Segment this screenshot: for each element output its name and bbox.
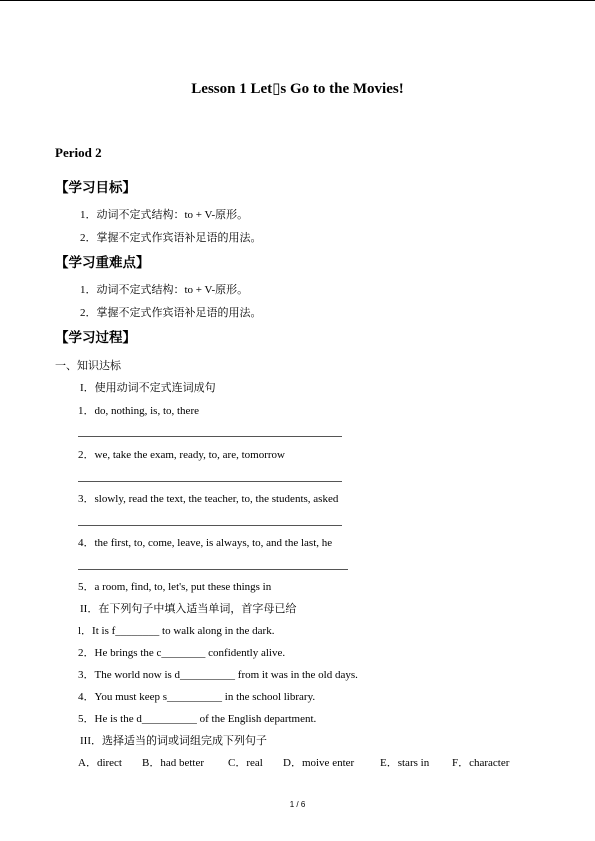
question-item: 5．He is the d__________ of the English department. [78,713,317,725]
question-item: 2．we, take the exam, ready, to, are, tomorrow [78,449,285,461]
option-item: F．character [452,757,510,769]
question-item: 3．slowly, read the text, the teacher, to, the students, asked [78,493,339,505]
question-item: 3．The world now is d__________ from it was in the old days. [78,669,358,681]
question-item: 1．do, nothing, is, to, there [78,405,199,417]
part-one-label: 一、知识达标 [55,360,121,372]
key-point-item: 2．掌握不定式作宾语补足语的用法。 [80,307,262,319]
section3-label: III．选择适当的词或词组完成下列句子 [80,735,267,747]
objective-item: 1．动词不定式结构：to + V-原形。 [80,209,249,221]
section2-label: II．在下列句子中填入适当单词，首字母已给 [80,603,297,615]
option-item: C．real [228,757,263,769]
question-item: 4．the first, to, come, leave, is always, to, and the last, he [78,537,333,549]
option-item: B．had better [142,757,205,769]
process-heading: 【学习过程】 [55,330,136,346]
top-border [0,0,595,1]
question-item: 5．a room, find, to, let's, put these things in [78,581,272,593]
answer-line[interactable] [78,436,342,437]
page-number: 1 / 6 [289,800,306,809]
key-points-heading: 【学习重难点】 [55,255,150,271]
option-item: D．moive enter [283,757,355,769]
page-title: Lesson 1 Let▯s Go to the Movies! [191,81,404,97]
objective-item: 2．掌握不定式作宾语补足语的用法。 [80,232,262,244]
answer-line[interactable] [78,481,342,482]
answer-line[interactable] [78,569,348,570]
question-item: l．It is f________ to walk along in the dark. [78,625,275,637]
answer-line[interactable] [78,525,342,526]
objectives-heading: 【学习目标】 [55,180,136,196]
option-item: A．direct [78,757,122,769]
option-item: E．stars in [380,757,430,769]
question-item: 4．You must keep s__________ in the school library. [78,691,316,703]
period-label: Period 2 [55,145,102,160]
key-point-item: 1．动词不定式结构：to + V-原形。 [80,284,249,296]
section1-label: I．使用动词不定式连词成句 [80,382,216,394]
question-item: 2．He brings the c________ confidently alive. [78,647,286,659]
